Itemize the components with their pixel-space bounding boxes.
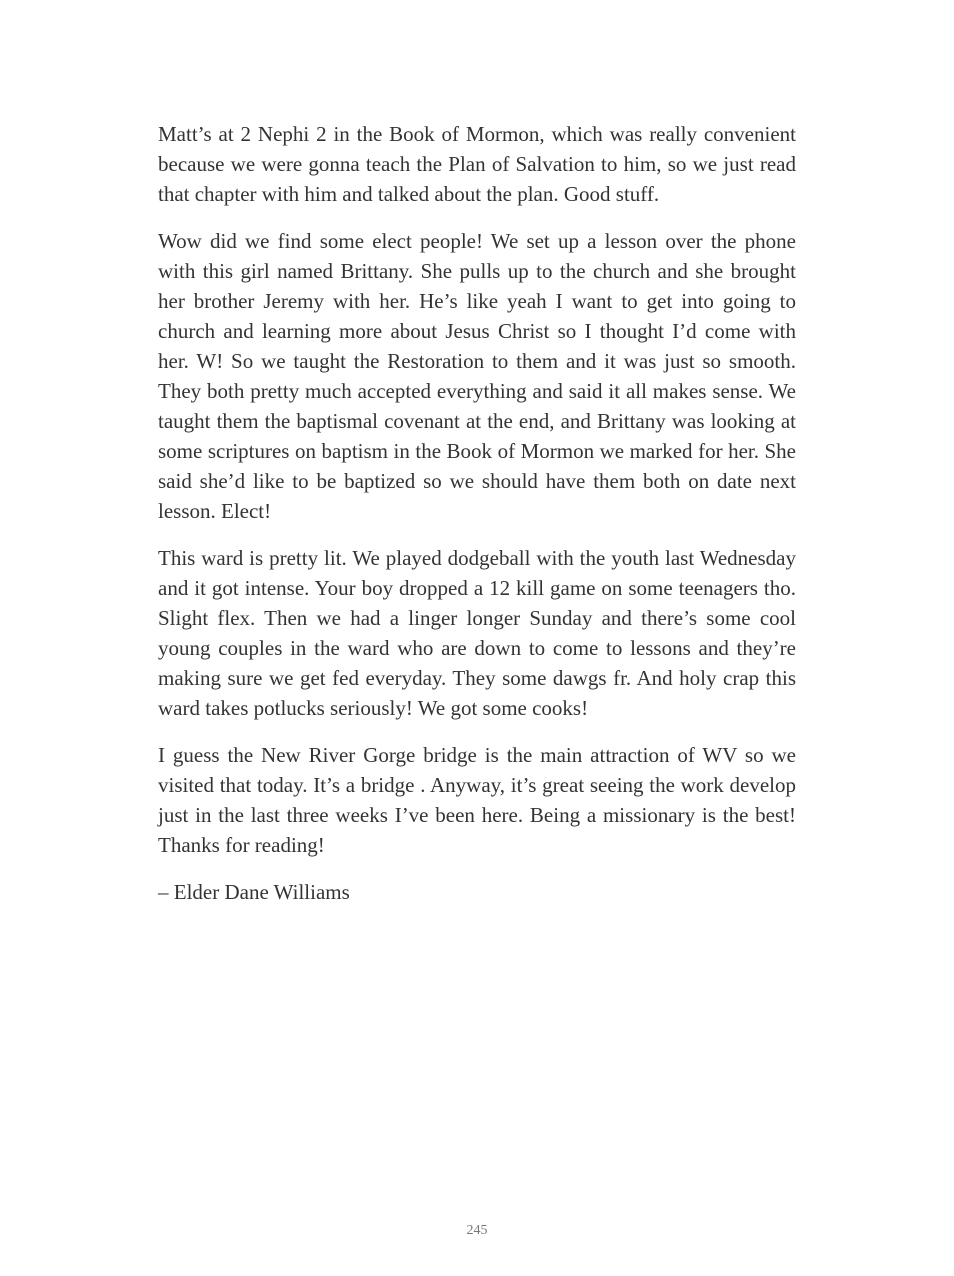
paragraph-elect-people: Wow did we find some elect people! We set up a lesson over the phone with this girl named Brittany. She pulls up to the church and she brought her brother Jeremy with her. He’s like yeah I want to get into going to church and learning more about Jesus Christ so I thought I’d come with her. W! So we taught the Restoration to them and it was just so smooth. They both pretty much accepted everything and said it all makes sense. We taught them the baptismal covenant at the end, and Brittany was looking at some scriptures on baptism in the Book of Mormon we marked for her. She said she’d like to be baptized so we should have them both on date next lesson. Elect! (158, 229, 796, 523)
paragraph-ward-lit: This ward is pretty lit. We played dodgeball with the youth last Wednesday and it got intense. Your boy dropped a 12 kill game on some teenagers tho. Slight flex. Then we had a linger longer Sunday and there’s some cool young couples in the ward who are down to come to lessons and they’re making sure we get fed everyday. They some dawgs fr. And holy crap this ward takes potlucks seriously! We got some cooks! (158, 546, 796, 720)
page-number: 245 (466, 1223, 488, 1238)
paragraph-river-gorge: I guess the New River Gorge bridge is the main attraction of WV so we visited that today. It’s a bridge . Anyway, it’s great seeing the work develop just in the last three weeks I’ve been here. Being a missionary is the best! Thanks for reading! (158, 743, 796, 857)
signature: – Elder Dane Williams (158, 880, 350, 904)
paragraph-matt-nephi: Matt’s at 2 Nephi 2 in the Book of Mormon, which was really convenient because we were gonna teach the Plan of Salvation to him, so we just read that chapter with him and talked about the plan. Good stuff. (158, 122, 796, 206)
body-text (158, 119, 796, 907)
